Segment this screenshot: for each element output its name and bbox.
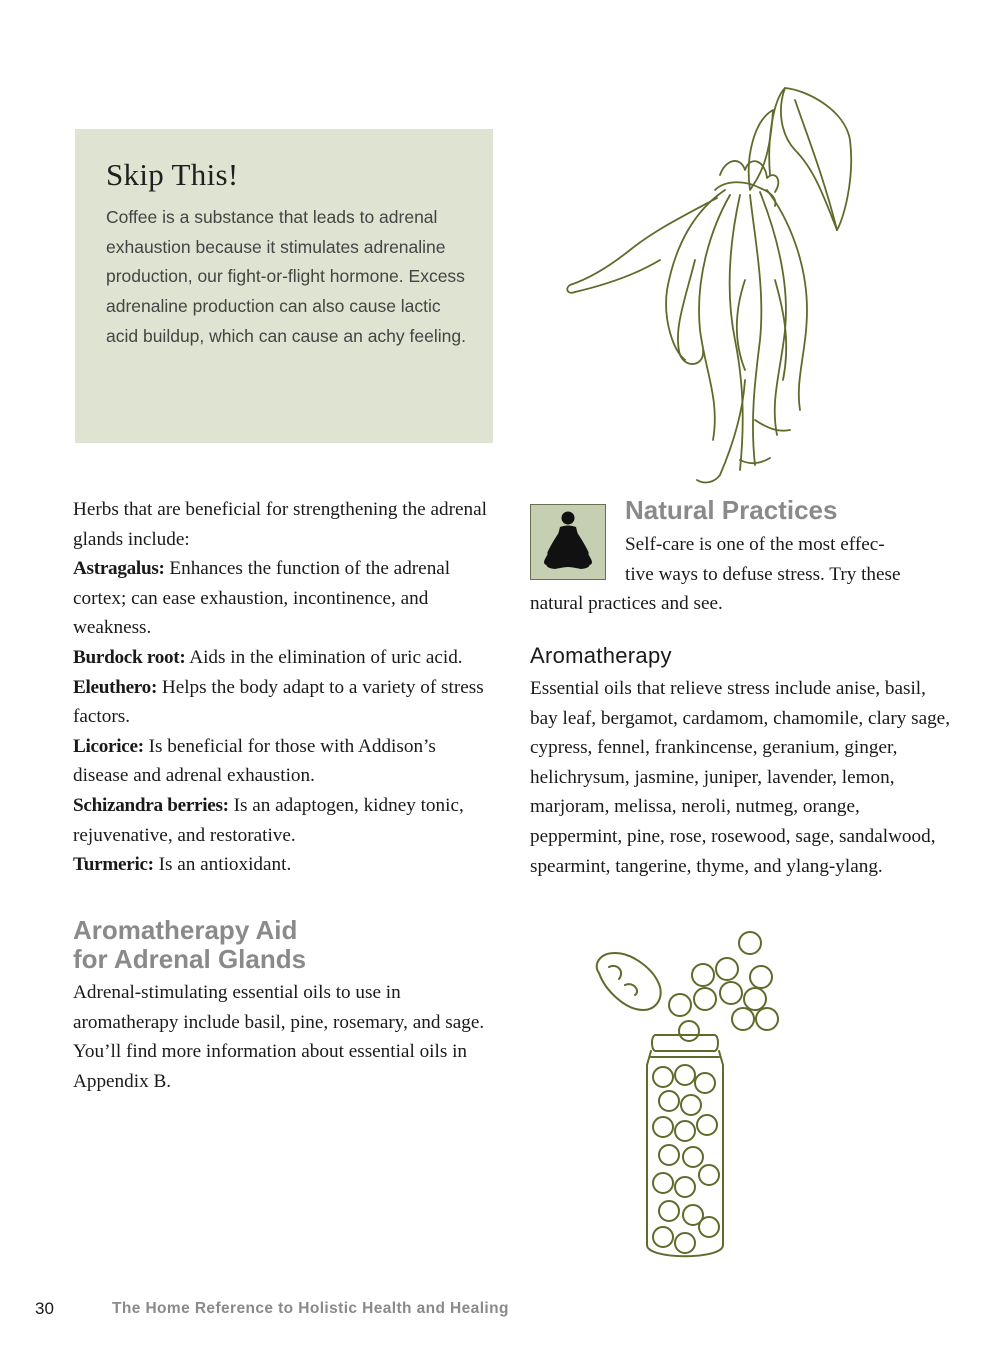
- herb-name: Turmeric:: [73, 854, 154, 876]
- aromatherapy-heading: Aromatherapy: [530, 643, 672, 668]
- aroma-aid-heading-line1: Aromatherapy Aid: [73, 915, 298, 945]
- skip-this-sidebar: [75, 129, 493, 443]
- herb-item: [73, 791, 493, 850]
- herb-description: Is an adaptogen, kidney tonic, rejuvenative, and restorative.: [73, 794, 464, 846]
- herb-name: Schizandra berries:: [73, 794, 229, 816]
- herbs-section: [73, 495, 493, 880]
- herb-item: [73, 732, 493, 791]
- herb-list: [73, 554, 493, 880]
- aroma-aid-heading-line2: for Adrenal Glands: [73, 944, 307, 974]
- ylang-ylang-flower-illustration: [545, 80, 865, 490]
- natural-practices-line: Self-care is one of the most effec-: [625, 534, 885, 555]
- sidebar-body: Coffee is a substance that leads to adrenal exhaustion because it stimulates adrenaline production, our fight-or-flight hormone. Excess adrenaline production can also cause lactic acid buildup, which can cause an achy feeling.: [106, 207, 466, 346]
- herb-description: Enhances the function of the adrenal cortex; can ease exhaustion, incontinence, and weakness.: [73, 558, 451, 639]
- herb-item: [73, 850, 493, 880]
- natural-practices-text: [530, 530, 950, 619]
- aromatherapy-text: Essential oils that relieve stress include anise, basil, bay leaf, bergamot, cardamom, chamomile, clary sage, cypress, fennel, frankincense, geranium, ginger, helichrysum, jasmine, juniper, lavender, lemon, marjoram, melissa, neroli, nutmeg, orange, peppermint, pine, rose, rosewood, sage, sandalwood, spearmint, tangerine, thyme, and ylang-ylang.: [530, 678, 950, 877]
- herb-name: Licorice:: [73, 735, 144, 757]
- herb-name: Eleuthero:: [73, 676, 158, 698]
- herbs-intro: Herbs that are beneficial for strengthening the adrenal glands include:: [73, 499, 487, 550]
- natural-practices-line: natural practices and see.: [530, 593, 723, 615]
- herb-item: [73, 554, 493, 643]
- herb-description: Aids in the elimination of uric acid.: [185, 646, 463, 668]
- natural-practices-line: tive ways to defuse stress. Try these: [625, 563, 901, 585]
- pill-bottle-illustration: [585, 925, 795, 1270]
- herb-item: [73, 673, 493, 732]
- herb-name: Burdock root:: [73, 646, 186, 668]
- sidebar-title: Skip This!: [106, 157, 239, 192]
- aroma-aid-text: Adrenal-stimulating essential oils to use in aromatherapy include basil, pine, rosemary, and sage. You’ll find more information about essential oils in Appendix B.: [73, 982, 485, 1092]
- herb-description: Is an antioxidant.: [153, 854, 292, 876]
- herb-description: Is beneficial for those with Addison’s disease and adrenal exhaustion.: [73, 735, 436, 787]
- natural-practices-heading: Natural Practices: [625, 495, 838, 525]
- page-number: 30: [35, 1299, 54, 1318]
- herb-name: Astragalus:: [73, 558, 165, 580]
- herb-item: [73, 643, 493, 673]
- herb-description: Helps the body adapt to a variety of stress factors.: [73, 676, 484, 728]
- aroma-aid-heading: [73, 916, 493, 974]
- running-footer-book-title: The Home Reference to Holistic Health and Healing: [112, 1300, 509, 1317]
